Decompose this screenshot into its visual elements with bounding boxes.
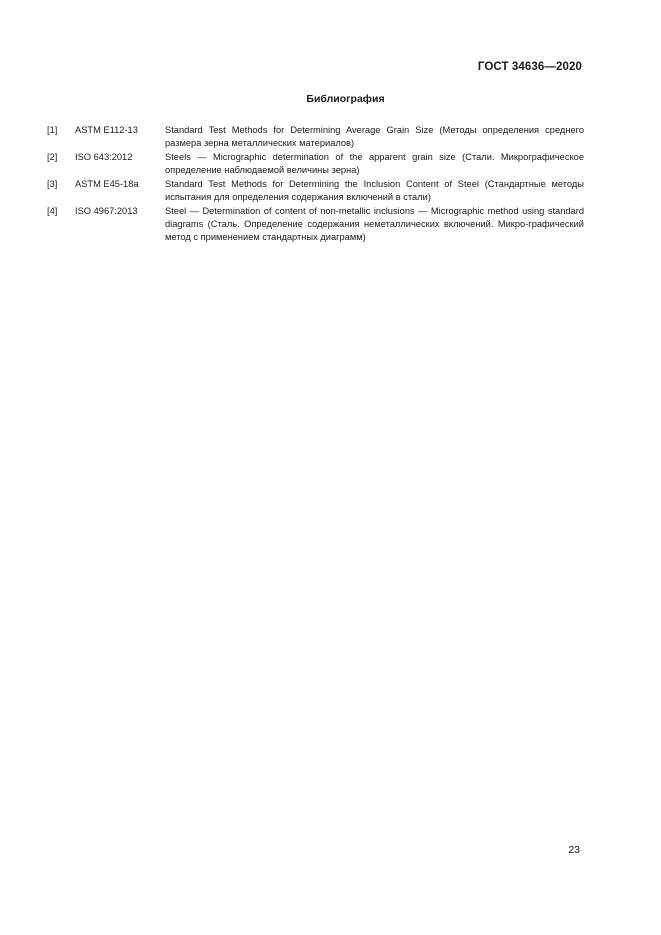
- entry-number: [4]: [47, 206, 58, 216]
- entry-code: ASTM E112-13: [75, 125, 138, 135]
- entry-number: [2]: [47, 152, 58, 162]
- bibliography-list: [47, 124, 584, 245]
- entry-number: [1]: [47, 125, 58, 135]
- entry-text: Steel — Determination of content of non-metallic inclusions — Micrographic method using standard diagrams (Сталь. Определение содержания неметаллических включений. Микро-графический метод с применением стандартных диаграмм): [165, 206, 584, 242]
- entry-code: ISO 643:2012: [75, 152, 133, 162]
- entry-text: Standard Test Methods for Determining Average Grain Size (Методы определения среднего размера зерна металлических материалов): [165, 125, 584, 148]
- entry-code: ISO 4967:2013: [75, 206, 138, 216]
- section-title: Библиография: [306, 93, 385, 105]
- document-code: ГОСТ 34636—2020: [477, 61, 582, 73]
- entry-text: Steels — Micrographic determination of the apparent grain size (Стали. Микрографическое определение наблюдаемой величины зерна): [165, 152, 584, 175]
- entry-number: [3]: [47, 179, 58, 189]
- bibliography-entry: [47, 151, 584, 177]
- bibliography-entry: [47, 205, 584, 244]
- bibliography-entry: [47, 178, 584, 204]
- page-number: 23: [568, 844, 580, 856]
- entry-code: ASTM E45-18a: [75, 179, 139, 189]
- entry-text: Standard Test Methods for Determining the Inclusion Content of Steel (Стандартные методы испытания для определения содержания включений в стали): [165, 179, 584, 202]
- bibliography-entry: [47, 124, 584, 150]
